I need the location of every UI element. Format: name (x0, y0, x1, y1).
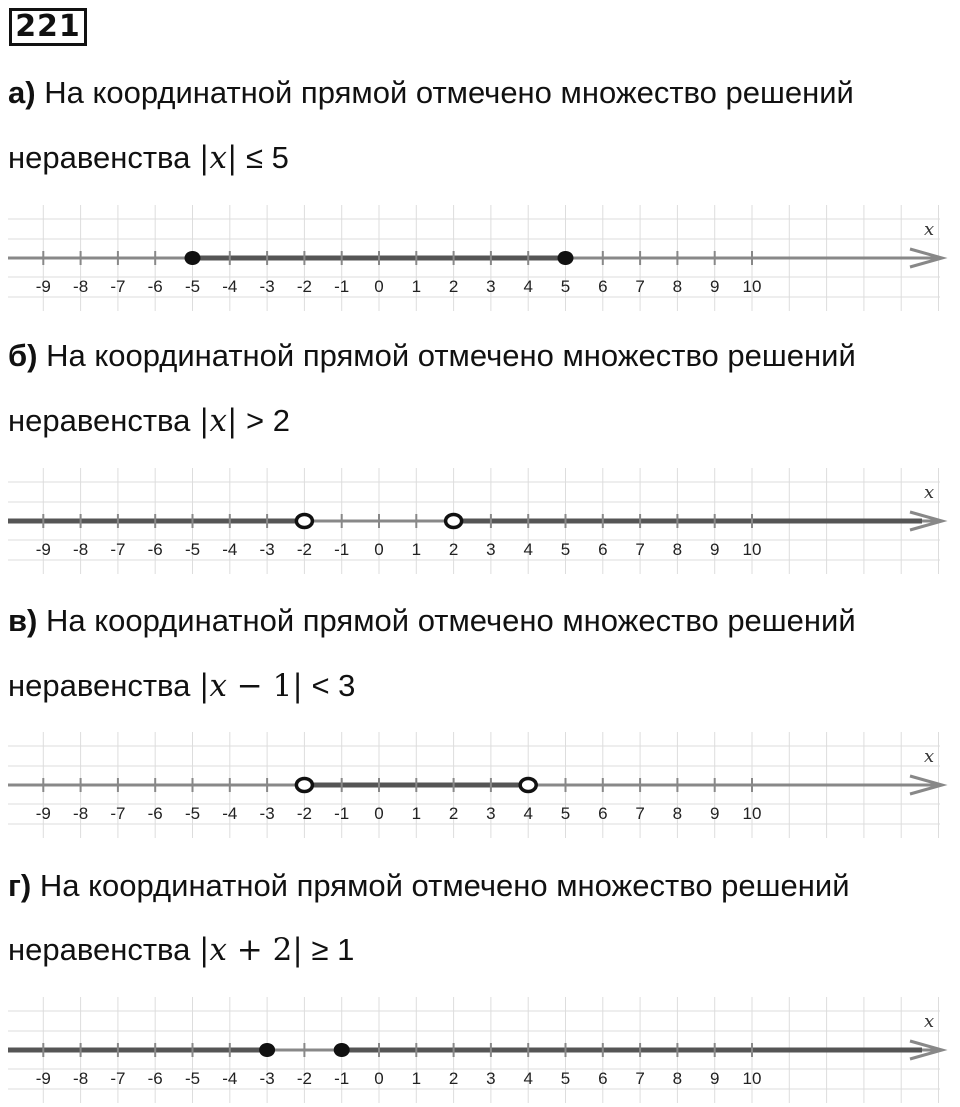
part-c-label: в) (8, 603, 38, 638)
part-b-tick-label: 2 (448, 540, 459, 559)
part-d-tick-label: 4 (523, 1069, 533, 1088)
part-c-abs-expression: |x − 1| (199, 668, 303, 704)
part-d-tick-label: 7 (635, 1069, 645, 1088)
part-a-inequality-line (8, 140, 289, 176)
part-d-statement (8, 868, 850, 904)
part-a-tick-label: 4 (523, 277, 533, 296)
part-c-tick-label: 9 (709, 804, 720, 823)
part-b-tick-label: -2 (296, 540, 312, 559)
part-d-tick-label: 9 (709, 1069, 720, 1088)
part-b-tick-label: -7 (110, 540, 126, 559)
part-a-tick-label: 6 (598, 277, 608, 296)
part-d-tick-label: -4 (222, 1069, 238, 1088)
part-a-tick-label: 7 (635, 277, 645, 296)
part-b-tick-label: 1 (411, 540, 422, 559)
part-d-tick-label: -7 (110, 1069, 126, 1088)
part-a-tick-label: 2 (448, 277, 459, 296)
part-a-tick-label: -3 (259, 277, 275, 296)
part-a-tick-label: -8 (73, 277, 89, 296)
part-a-filled-endpoint (185, 251, 201, 265)
part-b-tick-label: -6 (147, 540, 163, 559)
part-c-tick-label: -4 (222, 804, 238, 823)
part-c-tick-label: 3 (486, 804, 496, 823)
part-d-axis-variable-label: x (924, 1011, 935, 1032)
part-a-abs-expression: |x| (199, 140, 238, 176)
part-c-open-endpoint (520, 779, 536, 792)
part-b-open-endpoint (296, 515, 312, 528)
part-a-tick-label: -4 (222, 277, 238, 296)
part-d-tick-label: 2 (448, 1069, 459, 1088)
part-c-tick-label: 8 (672, 804, 683, 823)
part-c-tick-label: 6 (598, 804, 608, 823)
part-d-label: г) (8, 868, 32, 903)
part-c-tick-label: 5 (560, 804, 571, 823)
part-a-tick-label: -5 (184, 277, 201, 296)
part-d-number-line (0, 997, 960, 1107)
part-c-tick-label: -8 (73, 804, 89, 823)
part-a-filled-endpoint (558, 251, 574, 265)
part-b-tick-label: 9 (709, 540, 720, 559)
part-b-tick-label: 5 (560, 540, 571, 559)
part-d-inequality-line (8, 932, 354, 968)
part-a-tick-label: -2 (296, 277, 312, 296)
part-c-abs-rest: − 1 (226, 668, 293, 704)
part-d-prefix: неравенства (8, 932, 191, 967)
part-d-tick-label: -6 (147, 1069, 163, 1088)
part-b-open-endpoint (446, 515, 462, 528)
part-c-tick-label: -6 (147, 804, 163, 823)
part-b-tick-label: -3 (259, 540, 275, 559)
part-c-tick-label: 7 (635, 804, 645, 823)
part-a-prefix: неравенства (8, 140, 191, 175)
part-d-text: На координатной прямой отмечено множество решений (39, 868, 850, 903)
part-c-tick-label: -1 (334, 804, 350, 823)
part-d-abs-expression: |x + 2| (199, 932, 303, 968)
part-b-relation: > 2 (246, 403, 290, 438)
part-c-inequality-line (8, 668, 355, 704)
part-c-tick-label: -5 (184, 804, 201, 823)
part-a-tick-label: -7 (110, 277, 126, 296)
part-d-tick-label: 6 (598, 1069, 608, 1088)
part-d-tick-label: 3 (486, 1069, 496, 1088)
part-d-tick-label: -9 (35, 1069, 51, 1088)
part-c-tick-label: 1 (411, 804, 422, 823)
part-d-relation: ≥ 1 (311, 932, 355, 967)
part-a-tick-label: -9 (35, 277, 51, 296)
part-b-tick-label: -5 (184, 540, 201, 559)
part-c-open-endpoint (296, 779, 312, 792)
part-c-tick-label: 0 (374, 804, 384, 823)
part-c-tick-label: 4 (523, 804, 533, 823)
part-d-filled-endpoint (334, 1043, 350, 1057)
part-a-tick-label: -6 (147, 277, 163, 296)
part-b-tick-label: 10 (742, 540, 762, 559)
part-b-tick-label: -4 (222, 540, 238, 559)
part-a-label: а) (8, 75, 36, 110)
part-c-tick-label: 10 (742, 804, 762, 823)
part-b-inequality-line (8, 403, 290, 439)
part-c-tick-label: -7 (110, 804, 126, 823)
part-a-tick-label: 5 (560, 277, 571, 296)
part-b-tick-label: 3 (486, 540, 496, 559)
part-c-relation: < 3 (311, 668, 356, 703)
part-b-statement (8, 338, 856, 374)
part-d-tick-label: -5 (184, 1069, 201, 1088)
part-b-tick-label: 6 (598, 540, 608, 559)
part-a-tick-label: 1 (411, 277, 422, 296)
part-a-relation: ≤ 5 (246, 140, 289, 175)
part-d-tick-label: 0 (374, 1069, 384, 1088)
part-c-number-line (0, 732, 960, 842)
part-b-var: x (209, 403, 227, 439)
part-a-tick-label: -1 (334, 277, 350, 296)
part-d-tick-label: -3 (259, 1069, 275, 1088)
part-b-abs-expression: |x| (199, 403, 238, 439)
part-c-var: x (209, 668, 227, 704)
part-d-var: x (209, 932, 227, 968)
part-a-statement (8, 75, 854, 111)
part-b-tick-label: 7 (635, 540, 645, 559)
part-d-filled-endpoint (259, 1043, 275, 1057)
part-b-tick-label: -1 (334, 540, 350, 559)
part-b-number-line (0, 468, 960, 578)
part-c-text: На координатной прямой отмечено множество решений (46, 603, 856, 638)
part-a-var: x (209, 140, 227, 176)
part-c-axis-variable-label: x (924, 746, 935, 767)
part-d-tick-label: -2 (296, 1069, 312, 1088)
part-a-tick-label: 10 (742, 277, 762, 296)
part-c-tick-label: 2 (448, 804, 459, 823)
part-c-tick-label: -3 (259, 804, 275, 823)
part-a-number-line (0, 205, 960, 315)
part-b-label: б) (8, 338, 38, 373)
task-number: 221 (9, 8, 87, 46)
part-b-prefix: неравенства (8, 403, 191, 438)
part-b-axis-variable-label: x (924, 482, 935, 503)
part-a-tick-label: 8 (672, 277, 683, 296)
part-d-tick-label: -8 (73, 1069, 89, 1088)
part-b-tick-label: 4 (523, 540, 533, 559)
part-d-tick-label: -1 (334, 1069, 350, 1088)
part-c-prefix: неравенства (8, 668, 191, 703)
part-c-statement (8, 603, 856, 639)
part-d-tick-label: 1 (411, 1069, 422, 1088)
part-b-tick-label: -9 (35, 540, 51, 559)
part-c-tick-label: -9 (35, 804, 51, 823)
part-d-abs-rest: + 2 (226, 932, 293, 968)
part-d-tick-label: 10 (742, 1069, 762, 1088)
part-a-text: На координатной прямой отмечено множество решений (44, 75, 854, 110)
part-d-tick-label: 5 (560, 1069, 571, 1088)
part-b-tick-label: 0 (374, 540, 384, 559)
part-b-tick-label: 8 (672, 540, 683, 559)
part-a-tick-label: 0 (374, 277, 384, 296)
part-d-tick-label: 8 (672, 1069, 683, 1088)
part-b-tick-label: -8 (73, 540, 89, 559)
part-b-text: На координатной прямой отмечено множество решений (46, 338, 856, 373)
part-c-tick-label: -2 (296, 804, 312, 823)
part-a-axis-variable-label: x (924, 219, 935, 240)
part-a-tick-label: 9 (709, 277, 720, 296)
part-a-tick-label: 3 (486, 277, 496, 296)
